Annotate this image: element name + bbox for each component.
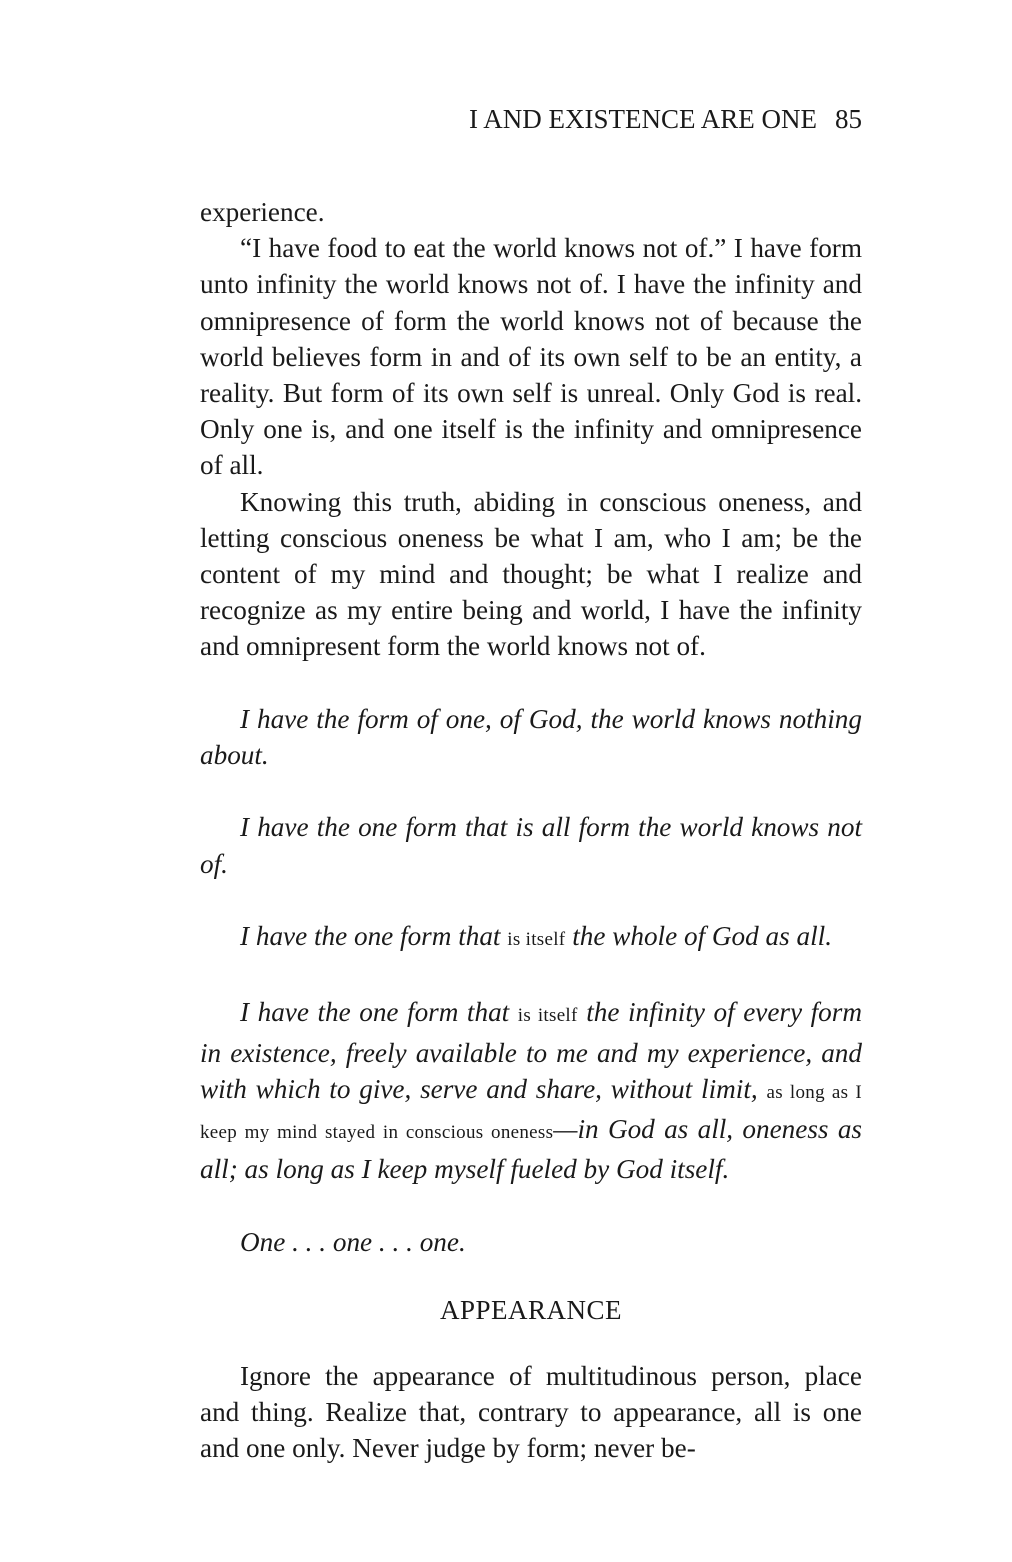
small-caps-text: as long as I keep my mind stayed in conscious oneness — [200, 1081, 862, 1144]
running-head-title: I AND EXISTENCE ARE ONE — [469, 104, 817, 134]
small-caps-text: is itself — [517, 1005, 578, 1027]
section-heading: APPEARANCE — [439, 1294, 623, 1325]
page-number: 85 — [835, 104, 862, 134]
meditation-text: the infinity of every form in existence, freely available to me and my experience, and with which to give, serve and share, without limit, — [200, 997, 862, 1104]
meditation-text: I have the one form that — [240, 997, 510, 1028]
paragraph-continued: experience. — [200, 197, 325, 227]
meditation-text: —in God as all, oneness as all; as long as I keep myself fueled by God itself. — [200, 1114, 862, 1185]
running-head — [469, 104, 862, 135]
meditation-line: I have the one form that is all form the world knows not of. — [200, 812, 862, 879]
small-caps-text: is itself — [507, 929, 566, 951]
paragraph: Knowing this truth, abiding in conscious oneness, and letting conscious oneness be what I am, who I am; be the content of my mind and thought; be what I realize and recognize as my entire being and world, I have the infinity and omnipresent form the world knows not of. — [200, 486, 862, 662]
meditation-text: the whole of God as all. — [572, 921, 833, 952]
meditation-line — [200, 994, 862, 1187]
meditation-line — [200, 918, 862, 958]
paragraph: Ignore the appearance of multitudinous person, place and thing. Realize that, contrary to appearance, all is one and one only. Never judge by form; never be- — [200, 1361, 862, 1464]
meditation-text: I have the one form that — [240, 921, 501, 952]
meditation-line: One . . . one . . . one. — [240, 1226, 466, 1257]
meditation-line: I have the form of one, of God, the world knows nothing about. — [200, 703, 862, 771]
body-text — [200, 194, 862, 1467]
paragraph: “I have food to eat the world knows not of.” I have form unto infinity the world knows not of. I have the infinity and omnipresence of form the world knows not of because the world believes form in and of its own self to be an entity, a reality. But form of its own self is unreal. Only God is real. Only one is, and one itself is the infinity and omnipresence of all. — [200, 233, 862, 481]
